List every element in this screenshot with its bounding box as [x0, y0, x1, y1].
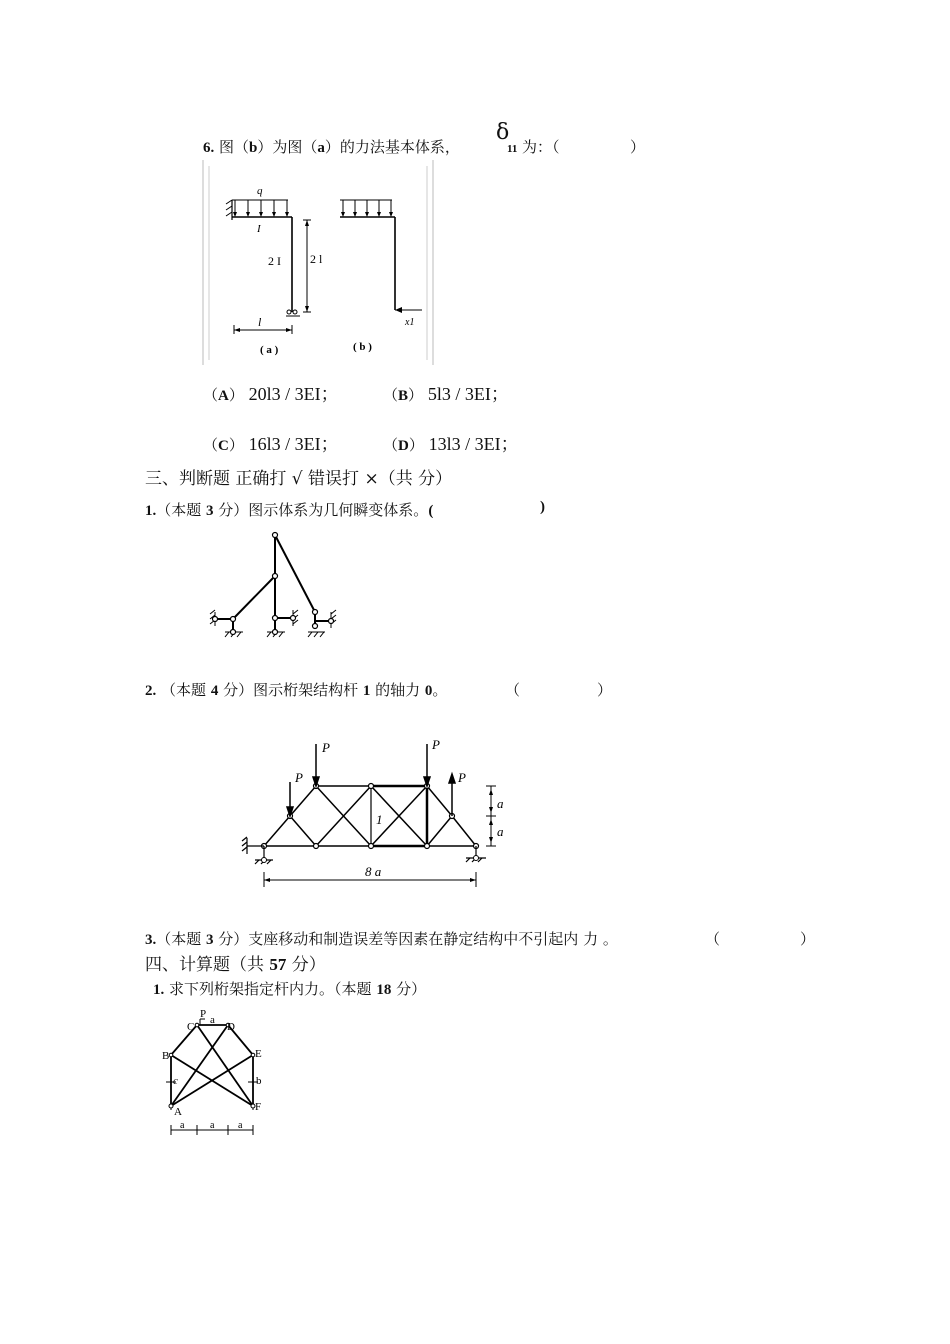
dim-a-right: a — [238, 1120, 243, 1131]
fig-a-q: q — [257, 185, 263, 197]
fig-a-l: l — [258, 315, 262, 329]
q6-close-paren: ） — [630, 138, 646, 156]
node-C: C — [187, 1021, 195, 1033]
section-4-title: 四、计算题（共 57 分） — [145, 955, 326, 975]
bar-1-label: 1 — [376, 812, 383, 827]
judgment-1-text: 1.（本题 3 分）图示体系为几何瞬变体系。( — [145, 501, 434, 519]
question-number: 6. — [203, 140, 215, 156]
label-a-top: a — [210, 1014, 215, 1026]
dim-a-1: a — [497, 796, 504, 811]
node-E: E — [255, 1048, 262, 1060]
q6-text-a: 图（ — [219, 138, 250, 156]
delta-subscript: 11 — [507, 143, 518, 155]
option-C-value: 16l3 / 3EI； — [248, 434, 339, 454]
label-b: b — [256, 1075, 262, 1087]
dim-a-left: a — [180, 1120, 185, 1131]
judgment-2-text: 2. （本题 4 分）图示桁架结构杆 1 的轴力 0。 — [145, 681, 448, 699]
dim-a-mid: a — [210, 1120, 215, 1131]
q6-b: b — [249, 140, 258, 156]
option-A-value: 20l3 / 3EI； — [248, 384, 339, 404]
dim-a-2: a — [497, 824, 504, 839]
j2-truss-figure — [235, 732, 525, 892]
q6-text-d: 为：（ — [522, 138, 560, 156]
option-C[interactable]: （C） 16l3 / 3EI； — [203, 434, 339, 454]
node-A: A — [174, 1106, 182, 1118]
q6-a: a — [317, 140, 325, 156]
j1-figure — [205, 528, 355, 643]
judgment-1-close-paren: ) — [540, 499, 545, 515]
node-P: P — [200, 1008, 207, 1020]
calc-1-text: 1. 求下列桁架指定杆内力。（本题 18 分） — [153, 980, 427, 998]
c1-truss-figure — [160, 1005, 275, 1145]
option-B[interactable]: （B） 5l3 / 3EI； — [383, 384, 509, 404]
fig-a-I: I — [257, 223, 261, 235]
option-A[interactable]: （A） 20l3 / 3EI； — [203, 384, 339, 404]
judgment-3-close-paren: ） — [800, 930, 816, 948]
judgment-2-open-paren: （ — [505, 681, 521, 699]
load-P-4: P — [458, 770, 466, 785]
fig-a-caption: ( a ) — [260, 344, 279, 356]
node-F: F — [255, 1101, 262, 1113]
dim-8a: 8 a — [365, 864, 382, 879]
node-B: B — [162, 1050, 170, 1062]
load-P-2: P — [322, 740, 330, 755]
node-D: D — [227, 1021, 235, 1033]
section-3-title: 三、判断题 正确打 √ 错误打 ×（共 分） — [145, 469, 453, 489]
q6-text-b: ）为图（ — [257, 138, 318, 156]
question-6-text — [203, 136, 460, 157]
load-P-3: P — [432, 737, 440, 752]
option-D[interactable]: （D） 13l3 / 3EI； — [383, 434, 519, 454]
load-P-1: P — [295, 770, 303, 785]
judgment-3-text: 3.（本题 3 分）支座移动和制造误差等因素在静定结构中不引起内 力 。 — [145, 930, 618, 948]
fig-b-x1: x1 — [405, 317, 415, 328]
delta-symbol: δ — [496, 120, 510, 145]
option-B-value: 5l3 / 3EI； — [427, 384, 509, 404]
fig-a-2I: 2 I — [268, 254, 281, 268]
fig-a-2l: 2 l — [310, 252, 323, 266]
option-D-value: 13l3 / 3EI； — [428, 434, 519, 454]
q6-text-c: ）的力法基本体系， — [324, 138, 460, 156]
judgment-2-close-paren: ） — [597, 681, 613, 699]
fig-b-caption: ( b ) — [353, 341, 372, 353]
label-c: c — [173, 1075, 178, 1087]
judgment-3-open-paren: （ — [705, 930, 721, 948]
q6-figure — [200, 160, 440, 375]
